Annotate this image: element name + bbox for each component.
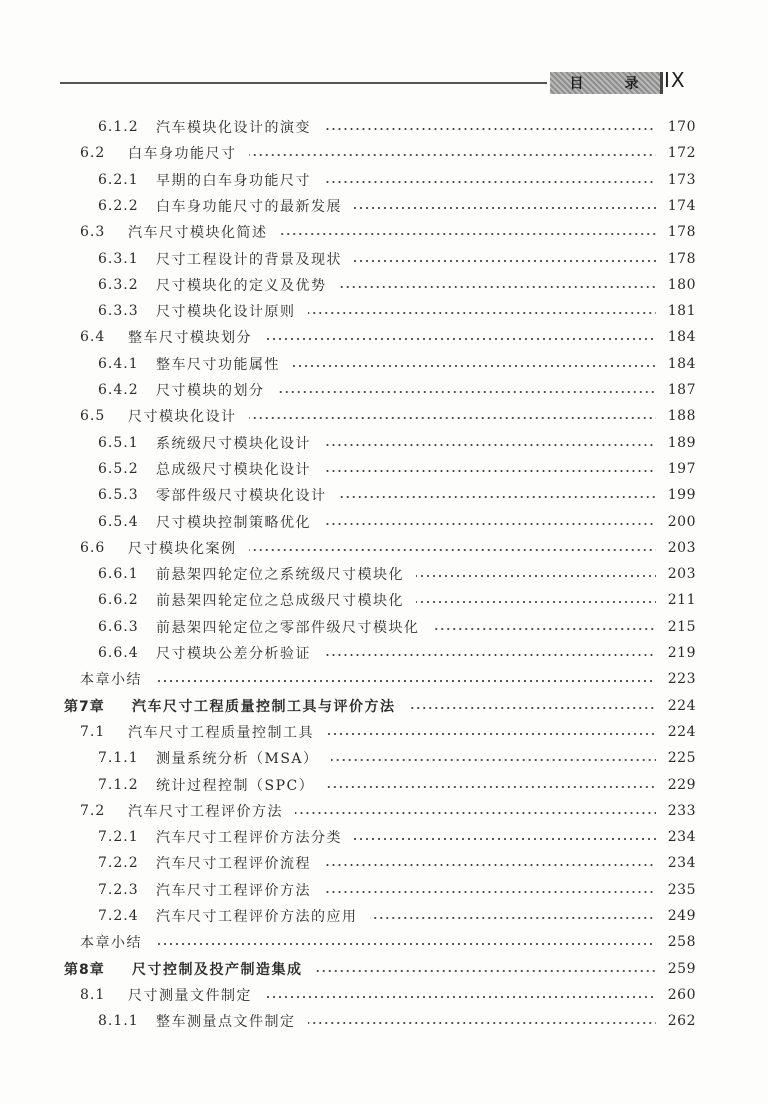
dot-leader (354, 260, 656, 262)
dot-leader (323, 864, 656, 866)
dot-leader (354, 838, 656, 840)
toc-entry[interactable] (98, 193, 696, 219)
toc-entry[interactable] (98, 456, 696, 482)
toc-entry-page: 215 (667, 618, 696, 635)
dot-leader (264, 996, 656, 998)
toc-entry-number: 6.5.4 (98, 513, 139, 530)
dot-leader (280, 233, 657, 235)
dot-leader (323, 523, 656, 525)
dot-leader (323, 128, 656, 130)
toc-entry-page: 178 (667, 250, 696, 267)
toc-entry-title: 尺寸模块化设计原则 (156, 304, 296, 321)
dot-leader (323, 891, 656, 893)
dot-leader (277, 391, 657, 393)
dot-leader (432, 628, 657, 630)
toc-entry-page: 184 (667, 355, 696, 372)
toc-entry-page: 170 (667, 119, 696, 135)
toc-entry-title: 汽车模块化设计的演变 (156, 120, 311, 136)
toc-entry[interactable] (98, 272, 696, 298)
toc-entry-title: 汽车尺寸工程评价流程 (156, 856, 311, 873)
dot-leader (315, 970, 657, 972)
toc-entry-page: 224 (667, 723, 696, 740)
page-header (0, 0, 768, 110)
toc-entry-page: 219 (667, 645, 696, 661)
toc-entry-title: 尺寸模块公差分析验证 (156, 646, 311, 662)
dot-leader (416, 575, 656, 577)
toc-entry-title: 尺寸测量文件制定 (128, 987, 252, 1004)
toc-entry-page: 224 (667, 697, 696, 714)
toc-entry[interactable] (98, 877, 696, 903)
toc-entry[interactable] (98, 114, 696, 140)
toc-entry-page: 260 (667, 986, 696, 1003)
toc-entry[interactable] (98, 903, 696, 929)
toc-entry-title: 汽车尺寸工程评价方法的应用 (156, 909, 358, 925)
toc-entry-page: 180 (667, 276, 696, 293)
toc-entry-title: 汽车尺寸工程评价方法分类 (156, 830, 342, 847)
toc-entry-number: 6.6 (80, 539, 106, 556)
toc-entry[interactable] (98, 509, 696, 535)
toc-entry-number: 7.2.1 (98, 829, 139, 846)
toc-entry-page: 234 (667, 829, 696, 846)
tab-char-1: 目 (569, 76, 586, 92)
toc-entry-title: 总成级尺寸模块化设计 (156, 461, 311, 478)
toc-entry-title: 尺寸控制及投产制造集成 (132, 961, 303, 978)
toc-entry-title: 白车身功能尺寸 (128, 146, 237, 163)
toc-entry-number: 7.1 (80, 723, 106, 740)
toc-entry-page: 188 (667, 408, 696, 425)
toc-entry-page: 181 (667, 303, 696, 320)
toc-entry[interactable] (98, 377, 696, 403)
dot-leader (249, 154, 657, 156)
toc-entry-title: 汽车尺寸模块化简述 (128, 225, 268, 242)
toc-entry[interactable] (98, 167, 696, 193)
toc-entry-page: 172 (667, 145, 696, 162)
toc-entry-title: 测量系统分析（MSA） (156, 751, 319, 768)
toc-entry-page: 223 (667, 671, 696, 688)
dot-leader (326, 786, 656, 788)
toc-entry-title: 汽车尺寸工程评价方法 (156, 882, 311, 899)
toc-entry-page: 203 (667, 539, 696, 556)
dot-leader (249, 417, 657, 419)
toc-entry[interactable] (98, 430, 696, 456)
toc-entry-number: 6.3.1 (98, 250, 139, 267)
toc-entry[interactable] (80, 719, 696, 745)
toc-tab (550, 72, 663, 94)
toc-entry-title: 整车测量点文件制定 (156, 1014, 296, 1031)
dot-leader (292, 365, 656, 367)
toc-entry-page: 235 (667, 881, 696, 898)
toc-entry-page: 187 (667, 382, 696, 398)
toc-entry[interactable] (80, 140, 696, 166)
toc-entry-title: 汽车尺寸工程质量控制工具与评价方法 (132, 698, 396, 715)
toc-entry[interactable] (98, 351, 696, 377)
dot-leader (354, 207, 656, 209)
dot-leader (331, 759, 656, 761)
toc-entry-number: 6.5.2 (98, 460, 139, 477)
toc-entry-page: 197 (667, 460, 696, 477)
toc-entry-page: 203 (667, 566, 696, 583)
toc-entry-page: 200 (667, 513, 696, 530)
header-rule (60, 82, 547, 84)
dot-leader (308, 312, 657, 314)
toc-entry-title: 前悬架四轮定位之系统级尺寸模块化 (156, 567, 404, 584)
dot-leader (295, 812, 656, 814)
tab-char-2: 录 (624, 76, 641, 92)
toc-entry-number: 第8章 (64, 961, 105, 978)
dot-leader (323, 181, 656, 183)
dot-leader (416, 601, 656, 603)
toc-entry-title: 尺寸模块化设计 (128, 409, 237, 426)
toc-entry-page: 259 (667, 960, 696, 977)
toc-entry-title: 零部件级尺寸模块化设计 (156, 488, 327, 505)
toc-entry-page: 199 (667, 487, 696, 504)
toc-entry-title: 整车尺寸功能属性 (156, 356, 280, 373)
toc-entry[interactable] (98, 1008, 696, 1034)
toc-entry[interactable] (98, 824, 696, 850)
toc-entry-number: 第7章 (64, 698, 105, 715)
dot-leader (326, 733, 656, 735)
toc-entry-number: 6.5.1 (98, 434, 139, 451)
toc-entry-page: 234 (667, 855, 696, 872)
toc-entry[interactable] (80, 403, 696, 429)
toc-entry-page: 262 (667, 1013, 696, 1030)
toc-entry-title: 尺寸模块控制策略优化 (156, 514, 311, 531)
toc-entry-title: 系统级尺寸模块化设计 (156, 435, 311, 452)
toc-entry-title: 汽车尺寸工程质量控制工具 (128, 724, 314, 741)
toc-entry-number: 6.1.2 (98, 119, 139, 135)
toc-entry-title: 汽车尺寸工程评价方法 (128, 803, 283, 820)
toc-entry[interactable] (80, 982, 696, 1008)
toc-entry-title: 白车身功能尺寸的最新发展 (156, 198, 342, 215)
toc-entry-title: 尺寸模块化案例 (128, 540, 237, 557)
toc-entry-page: 178 (667, 224, 696, 241)
toc-entry-number: 7.2.3 (98, 881, 139, 898)
toc-entry[interactable] (98, 482, 696, 508)
toc-entry-title: 本章小结 (80, 935, 142, 952)
toc-entry-number: 8.1.1 (98, 1013, 139, 1030)
toc-entry[interactable] (80, 219, 696, 245)
toc-chapter-summary[interactable] (80, 666, 696, 692)
toc-entry-number: 7.2 (80, 802, 106, 819)
toc-entry-number: 6.2.1 (98, 171, 139, 188)
toc-entry-page: 174 (667, 197, 696, 214)
dot-leader (323, 470, 656, 472)
toc-entry-number: 6.2 (80, 145, 106, 162)
dot-leader (323, 444, 656, 446)
toc-entry-page: 249 (667, 908, 696, 924)
toc-entry-title: 尺寸工程设计的背景及现状 (156, 251, 342, 268)
toc-entry-page: 229 (667, 776, 696, 793)
toc-chapter[interactable] (64, 956, 696, 982)
toc-entry[interactable] (80, 798, 696, 824)
toc-entry[interactable] (80, 535, 696, 561)
dot-leader (408, 707, 657, 709)
toc-entry-title: 尺寸模块的划分 (156, 383, 265, 399)
toc-entry-number: 6.3 (80, 224, 106, 241)
toc-entry-title: 统计过程控制（SPC） (156, 777, 315, 794)
toc-entry-number: 7.2.2 (98, 855, 139, 872)
toc-entry-page: 211 (667, 592, 696, 609)
toc-entry-title: 前悬架四轮定位之总成级尺寸模块化 (156, 593, 404, 610)
dot-leader (323, 654, 656, 656)
toc-entry-title: 前悬架四轮定位之零部件级尺寸模块化 (156, 619, 420, 636)
toc-entry-number: 6.6.3 (98, 618, 139, 635)
toc-entry-number: 6.6.1 (98, 566, 139, 583)
toc-entry-number: 6.3.2 (98, 276, 139, 293)
toc-entry[interactable] (98, 246, 696, 272)
dot-leader (154, 680, 656, 682)
toc-entry[interactable] (98, 850, 696, 876)
toc-entry[interactable] (98, 745, 696, 771)
toc-entry-number: 6.5 (80, 408, 106, 425)
toc-entry-page: 173 (667, 171, 696, 188)
toc-entry-page: 233 (667, 802, 696, 819)
toc-entry[interactable] (80, 324, 696, 350)
toc-entry-number: 7.2.4 (98, 908, 139, 924)
dot-leader (249, 549, 657, 551)
toc-entry-number: 6.4.2 (98, 382, 139, 398)
toc-entry-title: 本章小结 (80, 672, 142, 689)
toc-entry-number: 7.1.1 (98, 750, 139, 767)
toc-entry-number: 6.4 (80, 329, 106, 346)
toc-entry-number: 6.6.4 (98, 645, 139, 661)
toc-entry-title: 尺寸模块化的定义及优势 (156, 277, 327, 294)
toc-entry-title: 整车尺寸模块划分 (128, 330, 252, 347)
toc-entry-number: 7.1.2 (98, 776, 139, 793)
dot-leader (154, 943, 656, 945)
toc-entry-number: 6.5.3 (98, 487, 139, 504)
toc-entry-page: 258 (667, 934, 696, 951)
page-number: IX (664, 68, 686, 92)
toc-entry-number: 6.3.3 (98, 303, 139, 320)
toc-entry-number: 6.2.2 (98, 197, 139, 214)
toc-chapter-summary[interactable] (80, 929, 696, 955)
toc-entry-page: 184 (667, 329, 696, 346)
toc-entry-number: 6.6.2 (98, 592, 139, 609)
dot-leader (339, 496, 657, 498)
toc-entry[interactable] (98, 587, 696, 613)
dot-leader (264, 338, 656, 340)
dot-leader (339, 286, 657, 288)
toc-entry-title: 早期的白车身功能尺寸 (156, 172, 311, 189)
toc-entry-page: 189 (667, 434, 696, 451)
toc-entry[interactable] (98, 298, 696, 324)
toc-chapter[interactable] (64, 693, 696, 719)
dot-leader (308, 1022, 657, 1024)
toc-entry[interactable] (98, 772, 696, 798)
toc-entry-number: 6.4.1 (98, 355, 139, 372)
toc-entry[interactable] (98, 640, 696, 666)
toc-entry-number: 8.1 (80, 986, 106, 1003)
toc-entry[interactable] (98, 561, 696, 587)
toc-entry[interactable] (98, 614, 696, 640)
dot-leader (370, 917, 657, 919)
toc-entry-page: 225 (667, 750, 696, 767)
